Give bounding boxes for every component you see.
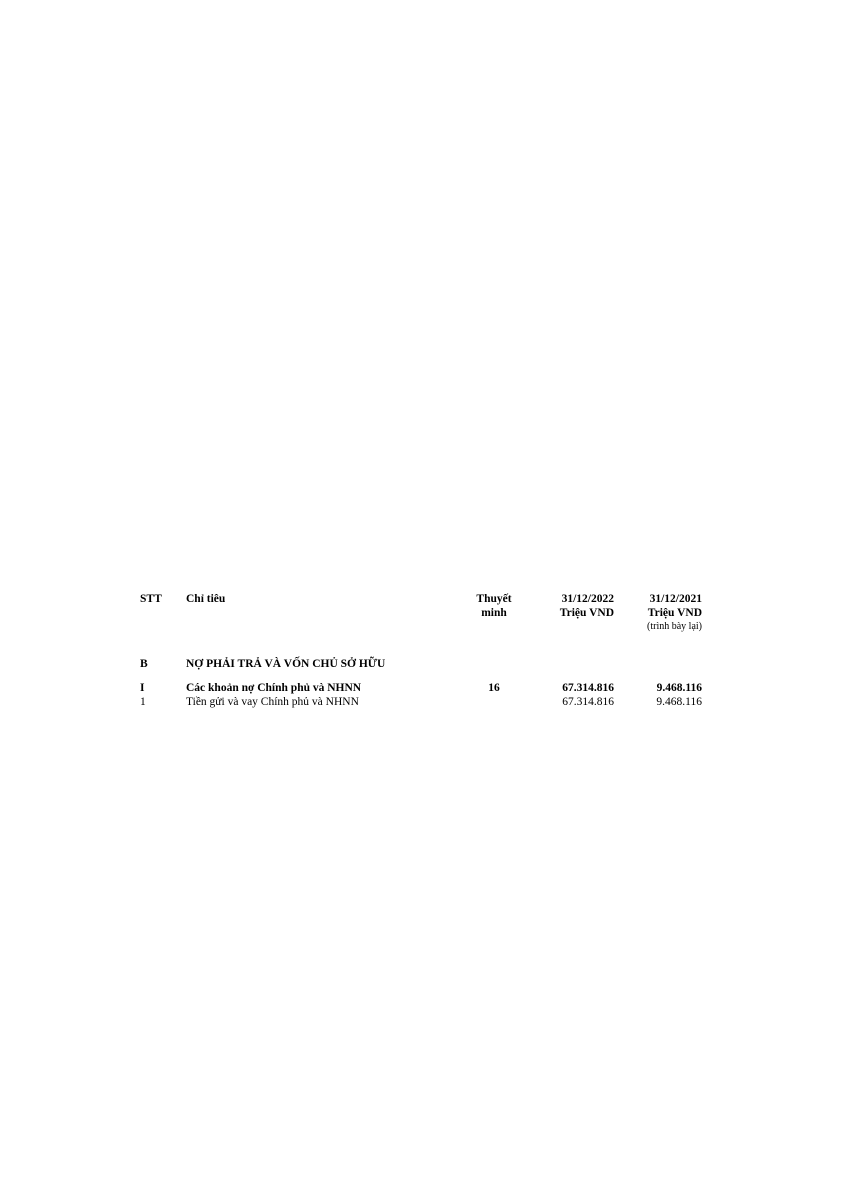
header-spacer bbox=[140, 635, 702, 655]
table-row bbox=[140, 695, 702, 709]
header-stt: STT bbox=[140, 593, 162, 605]
table-row bbox=[140, 681, 702, 695]
header-label: Chỉ tiêu bbox=[186, 593, 226, 605]
header-year2-unit: Triệu VND bbox=[647, 607, 702, 619]
header-year2-date: 31/12/2021 bbox=[649, 593, 702, 605]
row-note bbox=[466, 695, 522, 709]
row-year1-value bbox=[522, 655, 614, 675]
row-label: Các khoản nợ Chính phủ và NHNN bbox=[186, 682, 362, 694]
table-header-row bbox=[140, 592, 702, 635]
row-year1-value: 67.314.816 bbox=[562, 682, 614, 694]
row-stt: 1 bbox=[140, 696, 146, 708]
row-note bbox=[466, 655, 522, 675]
header-year-2021 bbox=[614, 592, 702, 635]
header-note-line1: Thuyết bbox=[476, 593, 512, 605]
header-year1-date: 31/12/2022 bbox=[561, 593, 614, 605]
row-year2-value bbox=[614, 655, 702, 675]
header-note bbox=[466, 592, 522, 635]
row-year2-value: 9.468.116 bbox=[656, 682, 702, 694]
header-year2-note: (trình bày lại) bbox=[647, 621, 702, 632]
financial-statement-table bbox=[140, 592, 702, 709]
header-year1-unit: Triệu VND bbox=[559, 607, 614, 619]
row-year2-value: 9.468.116 bbox=[656, 696, 702, 708]
row-note: 16 bbox=[488, 682, 500, 694]
row-stt: B bbox=[140, 658, 148, 670]
row-label: NỢ PHẢI TRẢ VÀ VỐN CHỦ SỞ HỮU bbox=[186, 658, 386, 670]
row-year1-value: 67.314.816 bbox=[562, 696, 614, 708]
row-label: Tiền gửi và vay Chính phủ và NHNN bbox=[186, 696, 359, 708]
table-row bbox=[140, 655, 702, 675]
header-year-2022 bbox=[522, 592, 614, 635]
header-note-line2: minh bbox=[481, 607, 507, 619]
row-stt: I bbox=[140, 682, 145, 694]
